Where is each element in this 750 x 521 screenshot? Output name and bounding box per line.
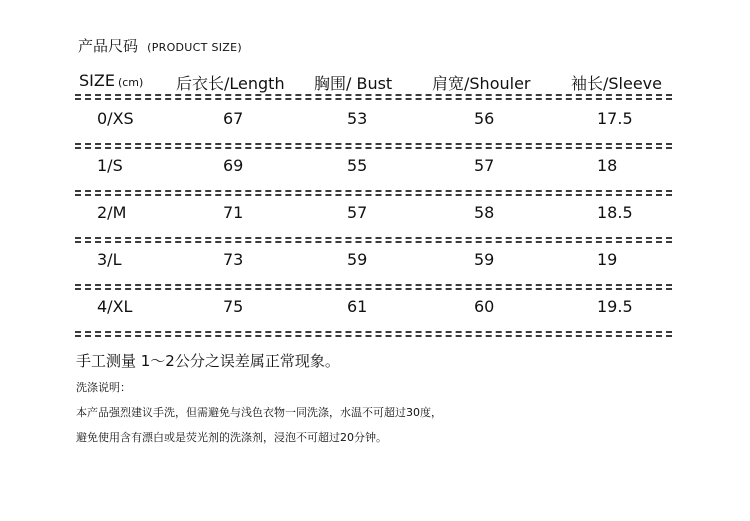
title-chinese: 产品尺码 <box>78 37 139 55</box>
wash-instructions-line: 本产品强烈建议手洗，但需避免与浅色衣物一同洗涤，水温不可超过30度， <box>76 406 442 419</box>
table-row <box>75 143 672 190</box>
measurement-note: 手工测量 1～2公分之误差属正常现象。 <box>76 352 340 370</box>
cell-bust: 59 <box>347 250 368 269</box>
header-sleeve: 袖长/Sleeve <box>571 74 662 93</box>
cell-shoulder: 58 <box>474 203 495 222</box>
cell-bust: 55 <box>347 156 368 175</box>
cell-sleeve: 18.5 <box>597 203 633 222</box>
table-row <box>75 190 672 237</box>
title-english: (PRODUCT SIZE) <box>147 41 242 54</box>
cell-size: 0/XS <box>97 109 134 128</box>
cell-bust: 57 <box>347 203 368 222</box>
cell-size: 4/XL <box>97 297 133 316</box>
cell-shoulder: 57 <box>474 156 495 175</box>
cell-sleeve: 19.5 <box>597 297 633 316</box>
cell-shoulder: 60 <box>474 297 495 316</box>
header-bust: 胸围/ Bust <box>314 74 393 93</box>
cell-sleeve: 18 <box>597 156 618 175</box>
cell-bust: 61 <box>347 297 368 316</box>
divider-dashed <box>75 331 672 333</box>
divider-dashed <box>75 335 672 337</box>
cell-sleeve: 17.5 <box>597 109 633 128</box>
notes-section <box>76 350 442 454</box>
wash-instructions-title: 洗涤说明： <box>76 381 131 394</box>
cell-size: 2/M <box>97 203 127 222</box>
header-size <box>79 71 143 90</box>
cell-shoulder: 59 <box>474 250 495 269</box>
cell-bust: 53 <box>347 109 368 128</box>
cell-size: 3/L <box>97 250 122 269</box>
cell-length: 75 <box>223 297 244 316</box>
page-title <box>78 35 242 56</box>
cell-length: 67 <box>223 109 244 128</box>
table-row <box>75 237 672 284</box>
table-row <box>75 96 672 143</box>
cell-length: 73 <box>223 250 244 269</box>
header-length: 后衣长/Length <box>176 74 285 93</box>
cell-shoulder: 56 <box>474 109 495 128</box>
cell-size: 1/S <box>97 156 123 175</box>
size-table <box>75 66 672 331</box>
cell-sleeve: 19 <box>597 250 618 269</box>
table-row <box>75 284 672 331</box>
cell-length: 71 <box>223 203 244 222</box>
header-size-unit: (cm) <box>117 76 144 89</box>
table-header-row <box>75 66 672 96</box>
cell-length: 69 <box>223 156 244 175</box>
header-size-label: SIZE <box>79 71 115 90</box>
wash-instructions-line: 避免使用含有漂白或是荧光剂的洗涤剂，浸泡不可超过20分钟。 <box>76 431 387 444</box>
header-shoulder: 肩宽/Shouler <box>432 74 531 93</box>
